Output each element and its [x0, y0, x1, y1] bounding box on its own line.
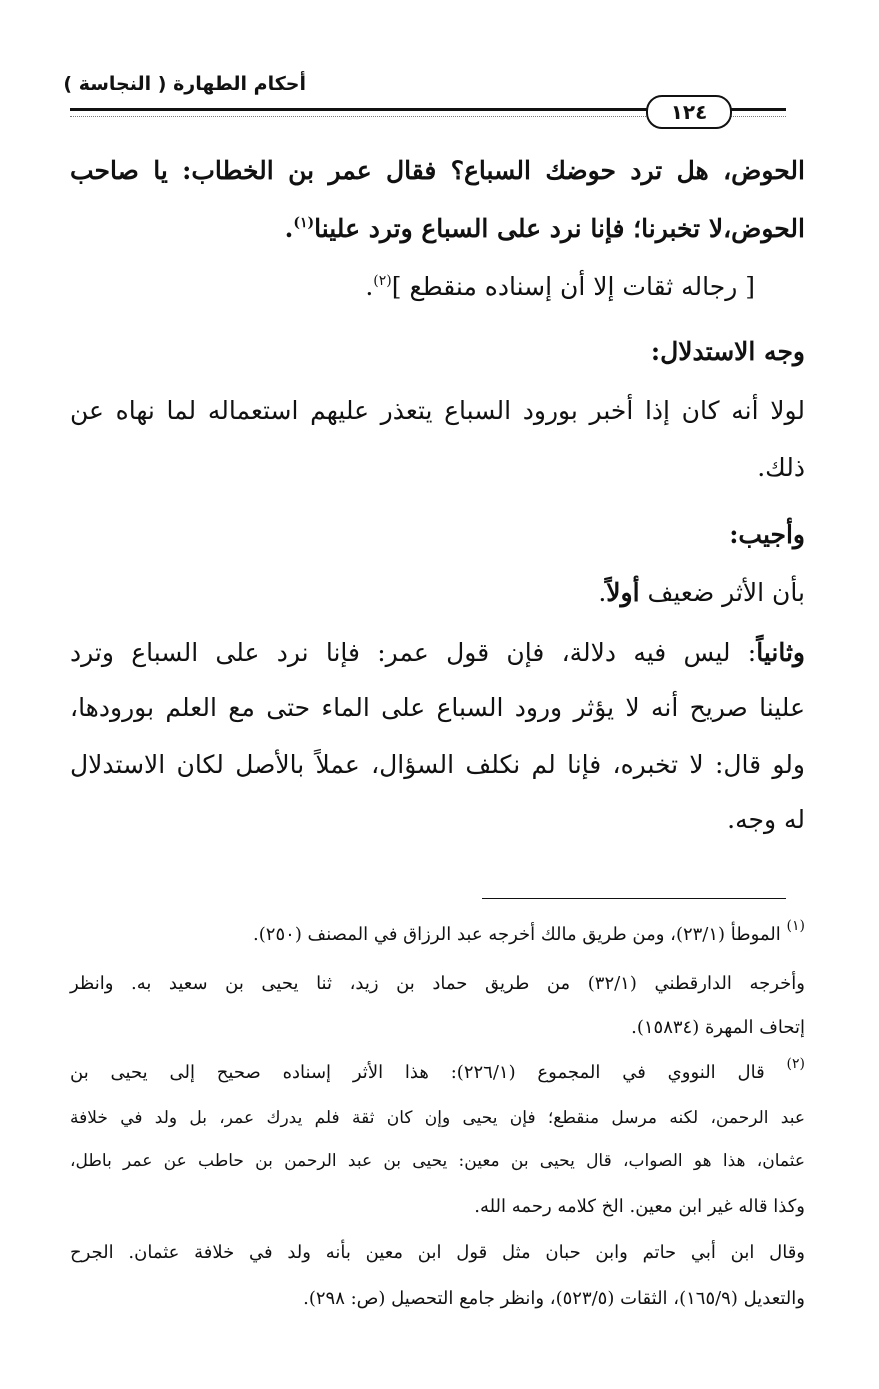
text-line: الحوض، هل ترد حوضك السباع؟ فقال عمر بن الخطاب: يا صاحب — [70, 156, 805, 185]
footnote-line: عبد الرحمن، لكنه مرسل منقطع؛ فإن يحيى وإن كان ثقة فلم يدرك عمر، بل ولد في خلافة — [70, 1108, 805, 1128]
footnote-line — [70, 1056, 805, 1083]
text-line: بأن الأثر ضعيف أولاً. — [598, 578, 805, 607]
footnote-number: (٢) — [786, 1056, 805, 1072]
footnote-ref: (١) — [293, 215, 315, 231]
text-span: الحوض،لا تخبرنا؛ فإنا نرد على السباع وترد علينا — [314, 214, 805, 243]
footnotes — [70, 0, 805, 1389]
text-line: [ رجاله ثقات إلا أن إسناده منقطع ]$^{(٢)}$. — [365, 272, 755, 301]
page-number: ١٢٤ — [646, 95, 732, 129]
footnote-line: وقال ابن أبي حاتم وابن حبان مثل قول ابن معين بأنه ولد في خلافة عثمان. الجرح — [70, 1242, 805, 1263]
text-span: بأن الأثر ضعيف — [647, 578, 805, 607]
footnote-ref: (٢) — [373, 273, 392, 289]
text-line: له وجه. — [727, 805, 805, 834]
text-span: : ليس فيه دلالة، فإن قول عمر: فإنا نرد على السباع وترد — [70, 638, 757, 667]
footnote-line: وأخرجه الدارقطني (٣٢/١) من طريق حماد بن زيد، ثنا يحيى بن سعيد به. وانظر — [70, 973, 805, 994]
text-span-bold: أولاً — [606, 578, 640, 607]
text-line: ذلك. — [757, 453, 805, 482]
footnote-number: (١) — [786, 918, 805, 934]
footnote-line — [70, 918, 805, 945]
text-line: علينا صريح أنه لا يؤثر ورود السباع على الماء حتى مع العلم بورودها، — [70, 693, 805, 722]
grading-text: [ رجاله ثقات إلا أن إسناده منقطع ] — [391, 272, 755, 301]
footnote-line: والتعديل (١٦٥/٩)، الثقات (٥٢٣/٥)، وانظر جامع التحصيل (ص: ٢٩٨). — [303, 1288, 805, 1309]
footnote-text: قال النووي في المجموع (٢٢٦/١): هذا الأثر إسناده صحيح إلى يحيى بن — [70, 1062, 765, 1083]
text-line: الحوض،لا تخبرنا؛ فإنا نرد على السباع وترد علينا$^{(١)}$. — [284, 214, 805, 243]
text-span-bold: وثانياً — [756, 638, 805, 667]
footnote-text: الموطأ (٢٣/١)، ومن طريق مالك أخرجه عبد الرزاق في المصنف (٢٥٠). — [253, 924, 781, 945]
footnote-line: إتحاف المهرة (١٥٨٣٤). — [631, 1017, 805, 1038]
footnote-line: وكذا قاله غير ابن معين. الخ كلامه رحمه الله. — [474, 1196, 805, 1217]
section-heading: وأجيب: — [729, 520, 805, 549]
running-header-title: أحكام الطهارة ( النجاسة ) — [63, 73, 306, 95]
text-line: ولو قال: لا تخبره، فإنا لم نكلف السؤال، عملاً بالأصل لكان الاستدلال — [70, 750, 805, 779]
section-heading: وجه الاستدلال: — [650, 337, 805, 366]
text-line: لولا أنه كان إذا أخبر بورود السباع يتعذر عليهم استعماله لما نهاه عن — [70, 396, 805, 425]
footnote-line: عثمان، هذا هو الصواب، قال يحيى بن معين: يحيى بن عبد الرحمن بن حاطب عن عمر باطل، — [70, 1151, 805, 1171]
